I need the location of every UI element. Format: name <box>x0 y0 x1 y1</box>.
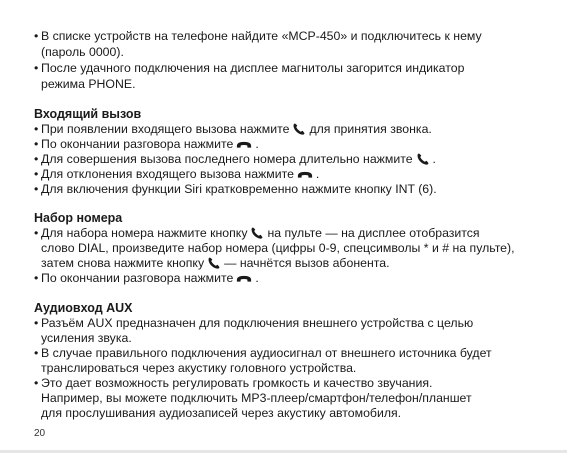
intro-text: (пароль 0000). <box>41 45 124 59</box>
aux-bullet-3-cont <box>41 406 401 421</box>
section-heading-aux: Аудиовход AUX <box>34 301 133 315</box>
bullet-text: При появлении входящего вызова нажмите <box>41 122 290 136</box>
intro-bullet-2: • После удачного подключения на дисплее магнитолы загорится индикатор <box>34 61 465 75</box>
bullet-text: Разъём AUX предназначен для подключения внешнего устройства с целью <box>41 316 474 330</box>
intro-text: В списке устройств на телефоне найдите «MCP-450» и подключитесь к нему <box>41 29 482 43</box>
aux-bullet-2: • В случае правильного подключения аудиосигнал от внешнего источника будет <box>34 346 492 360</box>
phone-call-icon <box>250 226 264 240</box>
phone-call-icon <box>416 152 430 166</box>
bullet-text: Для включения функции Siri кратковременно нажмите кнопку INT (6). <box>41 182 437 196</box>
aux-bullet-3: • Это дает возможность регулировать громкость и качество звучания. <box>34 376 433 390</box>
bullet-text: Для совершения вызова последнего номера длительно нажмите <box>41 152 413 166</box>
section-heading-incoming: Входящий вызов <box>34 107 142 121</box>
bullet-text: — начнётся вызов абонента. <box>224 256 390 270</box>
aux-bullet-1: • Разъём AUX предназначен для подключения внешнего устройства с целью <box>34 316 474 330</box>
intro-bullet-2-cont <box>41 77 136 92</box>
bullet-text: для принятия звонка. <box>309 122 432 136</box>
bullet-text: для прослушивания аудиозаписей через акустику автомобиля. <box>41 406 402 420</box>
intro-bullet-1: • В списке устройств на телефоне найдите «MCP-450» и подключитесь к нему <box>34 29 482 43</box>
incoming-bullet-2: • По окончании разговора нажмите . <box>34 137 259 151</box>
page-number: 20 <box>34 428 46 439</box>
bullet-text: на пульте — на дисплее отобразится <box>267 226 480 240</box>
phone-hangup-icon <box>236 274 252 283</box>
bullet-text: . <box>432 152 436 166</box>
aux-bullet-1-cont <box>41 331 132 346</box>
dial-bullet-1-cont <box>41 241 515 256</box>
incoming-bullet-3: • Для совершения вызова последнего номера длительно нажмите . <box>34 152 436 166</box>
section-heading-dial: Набор номера <box>34 211 123 225</box>
phone-hangup-icon <box>236 140 252 149</box>
bullet-text: Например, вы можете подключить MP3-плеер/смартфон/телефон/планшет <box>41 391 472 405</box>
bullet-text: . <box>255 271 259 285</box>
bullet-text: транслироваться через акустику головного устройства. <box>41 361 357 375</box>
intro-text: После удачного подключения на дисплее магнитолы загорится индикатор <box>41 61 465 75</box>
bullet-text: В случае правильного подключения аудиосигнал от внешнего источника будет <box>41 346 492 360</box>
incoming-bullet-5: • Для включения функции Siri кратковременно нажмите кнопку INT (6). <box>34 182 437 196</box>
phone-call-icon <box>207 256 221 270</box>
bullet-text: . <box>315 167 320 181</box>
bullet-text: По окончании разговора нажмите <box>41 271 234 285</box>
bullet-text: Для набора номера нажмите кнопку <box>41 226 248 240</box>
incoming-bullet-4: • Для отклонения входящего вызова нажмите . <box>34 167 320 181</box>
bullet-text: Это дает возможность регулировать громкость и качество звучания. <box>41 376 433 390</box>
intro-text: режима PHONE. <box>41 77 136 91</box>
incoming-bullet-1: • При появлении входящего вызова нажмите для принятия звонка. <box>34 122 432 136</box>
bullet-text: затем снова нажмите кнопку <box>41 256 205 270</box>
dial-bullet-2: • По окончании разговора нажмите . <box>34 271 259 285</box>
bullet-text: . <box>255 137 259 151</box>
bullet-text: усиления звука. <box>41 331 132 345</box>
dial-bullet-1: • Для набора номера нажмите кнопку на пульте — на дисплее отобразится <box>34 226 480 240</box>
aux-bullet-3-cont <box>41 391 472 406</box>
bullet-text: По окончании разговора нажмите <box>41 137 234 151</box>
dial-bullet-1-cont <box>41 256 390 271</box>
intro-bullet-1-cont <box>41 45 124 60</box>
phone-call-icon <box>292 122 306 136</box>
bullet-text: слово DIAL, произведите набор номера (цифры 0-9, спецсимволы * и # на пульте), <box>41 241 515 255</box>
phone-hangup-icon <box>297 170 313 179</box>
bullet-text: Для отклонения входящего вызова нажмите <box>41 167 294 181</box>
aux-bullet-2-cont <box>41 361 356 376</box>
